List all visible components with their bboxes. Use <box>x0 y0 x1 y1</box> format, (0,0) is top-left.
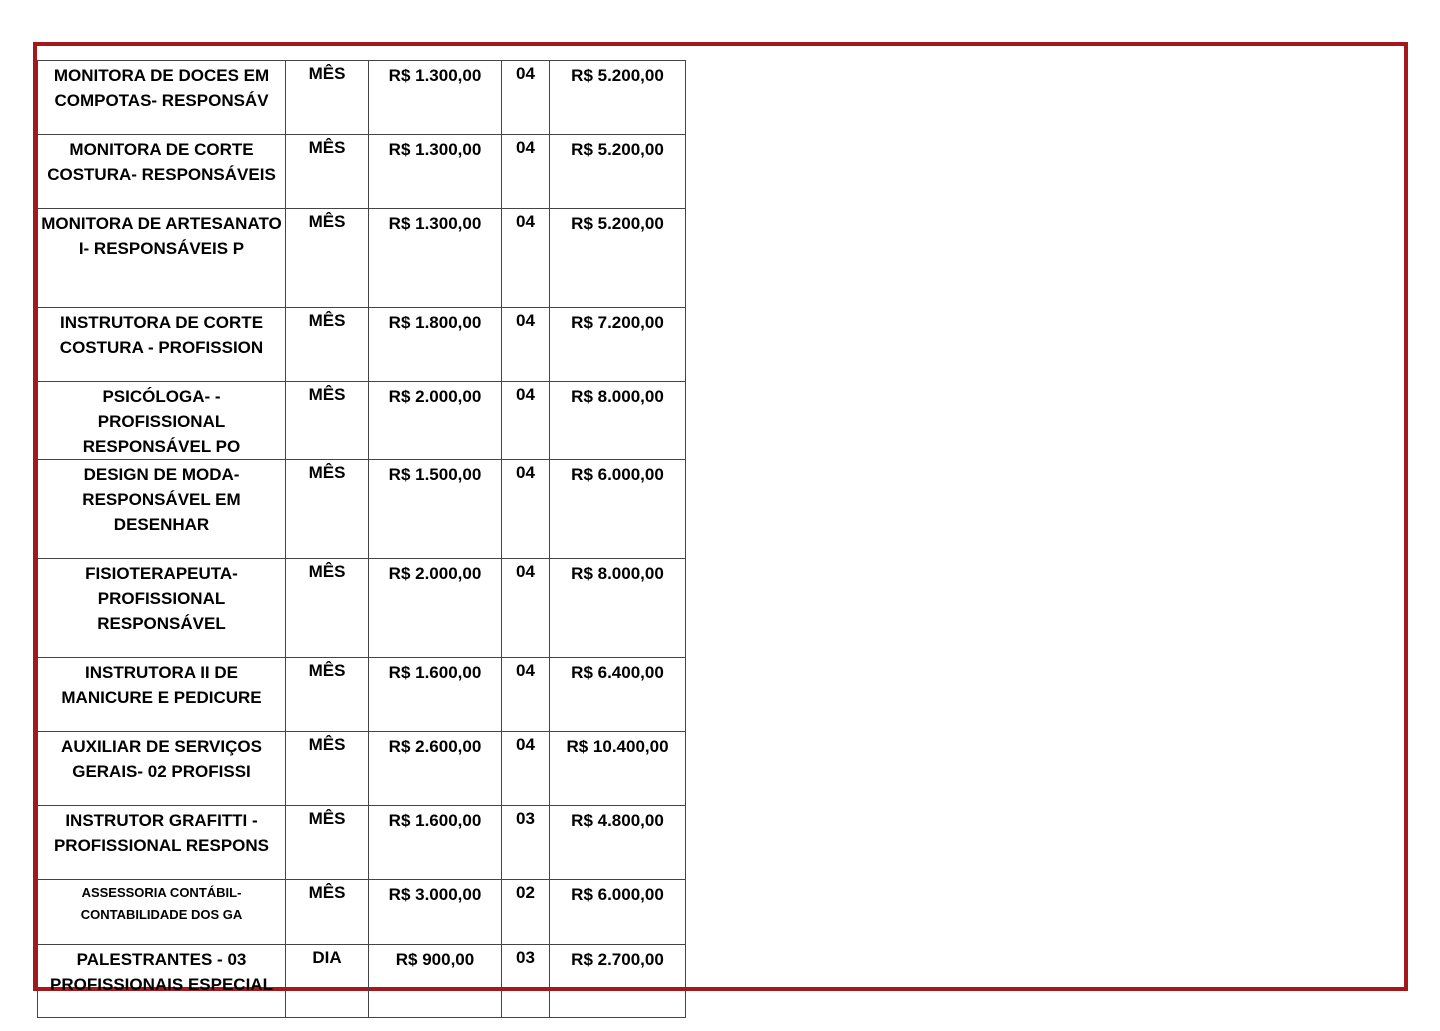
row-total: R$ 5.200,00 <box>550 61 686 135</box>
row-unit-value: R$ 2.600,00 <box>369 732 502 806</box>
row-unit-value: R$ 1.600,00 <box>369 658 502 732</box>
row-description: MONITORA DE CORTE COSTURA- RESPONSÁVEIS <box>38 135 286 209</box>
row-unit-value: R$ 2.000,00 <box>369 559 502 658</box>
row-quantity: 04 <box>502 732 550 806</box>
row-quantity: 04 <box>502 61 550 135</box>
row-description: INSTRUTOR GRAFITTI - PROFISSIONAL RESPONS <box>38 806 286 880</box>
row-unit: MÊS <box>286 61 369 135</box>
row-quantity: 04 <box>502 559 550 658</box>
row-total: R$ 7.200,00 <box>550 308 686 382</box>
row-unit: MÊS <box>286 135 369 209</box>
row-unit-value: R$ 900,00 <box>369 945 502 1018</box>
table-row <box>38 209 686 308</box>
table-row <box>38 382 686 460</box>
row-total: R$ 8.000,00 <box>550 382 686 460</box>
budget-table <box>37 60 686 1018</box>
row-unit-value: R$ 1.300,00 <box>369 135 502 209</box>
table-row <box>38 460 686 559</box>
row-unit: DIA <box>286 945 369 1018</box>
row-quantity: 04 <box>502 308 550 382</box>
row-unit-value: R$ 1.500,00 <box>369 460 502 559</box>
row-total: R$ 6.400,00 <box>550 658 686 732</box>
row-unit: MÊS <box>286 382 369 460</box>
row-quantity: 04 <box>502 135 550 209</box>
row-unit: MÊS <box>286 732 369 806</box>
row-unit-value: R$ 1.300,00 <box>369 61 502 135</box>
table-row <box>38 732 686 806</box>
row-description: PSICÓLOGA- - PROFISSIONAL RESPONSÁVEL PO <box>38 382 286 460</box>
row-description: MONITORA DE ARTESANATO I- RESPONSÁVEIS P <box>38 209 286 308</box>
row-total: R$ 10.400,00 <box>550 732 686 806</box>
row-total: R$ 5.200,00 <box>550 135 686 209</box>
row-quantity: 04 <box>502 658 550 732</box>
row-quantity: 04 <box>502 460 550 559</box>
table-row <box>38 658 686 732</box>
row-unit-value: R$ 1.600,00 <box>369 806 502 880</box>
row-unit: MÊS <box>286 460 369 559</box>
row-unit: MÊS <box>286 559 369 658</box>
row-total: R$ 2.700,00 <box>550 945 686 1018</box>
table-row <box>38 880 686 945</box>
row-quantity: 03 <box>502 945 550 1018</box>
row-description: PALESTRANTES - 03 PROFISSIONAIS ESPECIAL <box>38 945 286 1018</box>
table-row <box>38 308 686 382</box>
table-row <box>38 806 686 880</box>
row-quantity: 02 <box>502 880 550 945</box>
row-unit: MÊS <box>286 308 369 382</box>
row-total: R$ 8.000,00 <box>550 559 686 658</box>
table-row <box>38 559 686 658</box>
row-description: ASSESSORIA CONTÁBIL- CONTABILIDADE DOS GA <box>38 880 286 945</box>
row-unit-value: R$ 1.800,00 <box>369 308 502 382</box>
row-description: MONITORA DE DOCES EM COMPOTAS- RESPONSÁV <box>38 61 286 135</box>
table-row <box>38 945 686 1018</box>
row-description: INSTRUTORA DE CORTE COSTURA - PROFISSION <box>38 308 286 382</box>
row-unit: MÊS <box>286 658 369 732</box>
row-total: R$ 4.800,00 <box>550 806 686 880</box>
row-total: R$ 6.000,00 <box>550 880 686 945</box>
row-description: AUXILIAR DE SERVIÇOS GERAIS- 02 PROFISSI <box>38 732 286 806</box>
row-total: R$ 5.200,00 <box>550 209 686 308</box>
row-description: INSTRUTORA II DE MANICURE E PEDICURE <box>38 658 286 732</box>
row-unit: MÊS <box>286 806 369 880</box>
row-total: R$ 6.000,00 <box>550 460 686 559</box>
row-unit-value: R$ 3.000,00 <box>369 880 502 945</box>
row-quantity: 04 <box>502 382 550 460</box>
table-row <box>38 61 686 135</box>
table-row <box>38 135 686 209</box>
row-unit: MÊS <box>286 880 369 945</box>
row-quantity: 04 <box>502 209 550 308</box>
row-quantity: 03 <box>502 806 550 880</box>
row-description: FISIOTERAPEUTA- PROFISSIONAL RESPONSÁVEL <box>38 559 286 658</box>
row-unit: MÊS <box>286 209 369 308</box>
row-unit-value: R$ 2.000,00 <box>369 382 502 460</box>
row-unit-value: R$ 1.300,00 <box>369 209 502 308</box>
row-description: DESIGN DE MODA- RESPONSÁVEL EM DESENHAR <box>38 460 286 559</box>
